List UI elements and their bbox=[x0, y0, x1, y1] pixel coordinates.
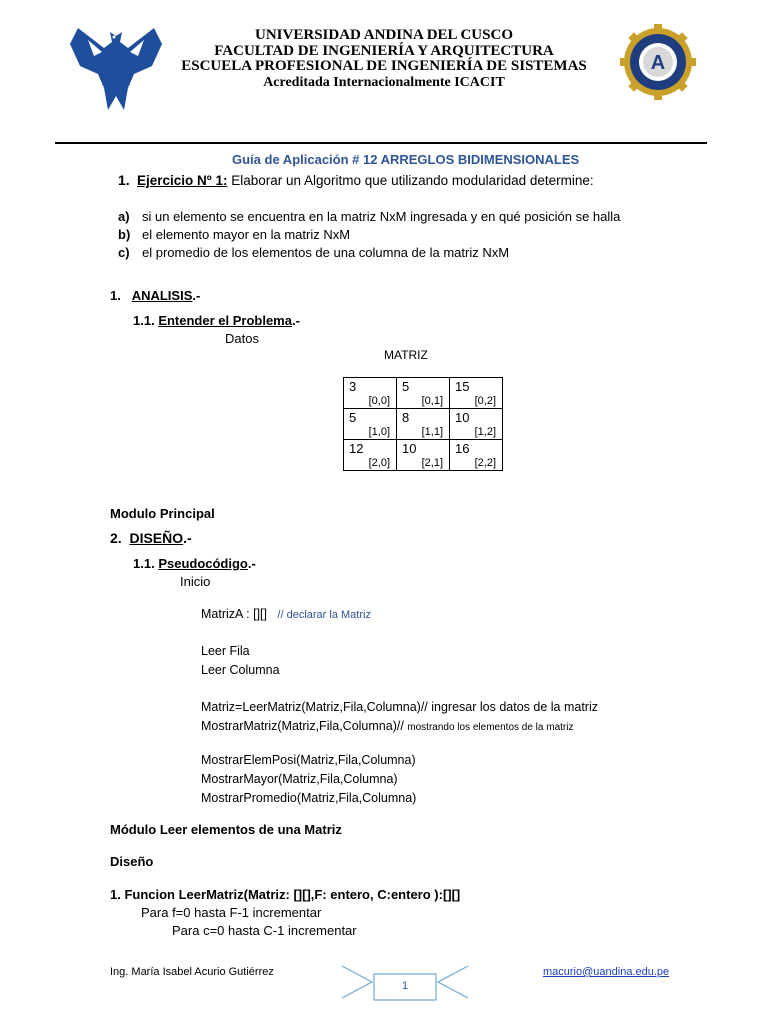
understand-number: 1.1. bbox=[133, 313, 155, 328]
item-c-text: el promedio de los elementos de una columna de la matriz NxM bbox=[142, 245, 510, 260]
cell-index: [1,2] bbox=[474, 426, 496, 438]
cell-index: [2,2] bbox=[474, 457, 496, 469]
diseno-heading: Diseño bbox=[110, 854, 154, 869]
funcion-signature: 1. Funcion LeerMatriz(Matriz: [][],F: entero, C:entero ):[][] bbox=[110, 887, 461, 902]
cell-value: 15 bbox=[455, 379, 470, 394]
accreditation: Acreditada Internacionalmente ICACIT bbox=[263, 75, 505, 90]
cell-value: 10 bbox=[402, 441, 417, 456]
item-b-letter: b) bbox=[118, 227, 131, 242]
item-a-letter: a) bbox=[118, 209, 130, 224]
design-suffix: .- bbox=[183, 530, 192, 546]
cell-index: [0,1] bbox=[421, 395, 443, 407]
code-matriz-decl: MatrizA : [][] bbox=[201, 607, 267, 621]
pseudo-heading bbox=[133, 556, 256, 572]
code-mostrar-promedio: MostrarPromedio(Matriz,Fila,Columna) bbox=[201, 791, 417, 805]
code-matriz-decl-line bbox=[201, 606, 371, 623]
code-mostrar-matriz-comment: mostrando los elementos de la matriz bbox=[407, 722, 574, 733]
code-mostrar-matriz: MostrarMatriz(Matriz,Fila,Columna)// bbox=[201, 719, 408, 733]
exercise-text: Elaborar un Algoritmo que utilizando modularidad determine: bbox=[227, 173, 594, 188]
para-c-loop: Para c=0 hasta C-1 incrementar bbox=[172, 923, 357, 938]
item-a-text: si un elemento se encuentra en la matriz NxM ingresada y en qué posición se halla bbox=[142, 209, 621, 224]
matrix-cell bbox=[450, 378, 503, 409]
footer-author: Ing. María Isabel Acurio Gutiérrez bbox=[110, 966, 274, 978]
matrix-cell bbox=[344, 409, 397, 440]
para-f-loop: Para f=0 hasta F-1 incrementar bbox=[141, 905, 322, 920]
code-inicio: Inicio bbox=[180, 574, 211, 589]
analysis-title: ANALISIS bbox=[131, 288, 193, 303]
engineering-gear-logo bbox=[620, 24, 696, 100]
modulo-principal-heading: Modulo Principal bbox=[110, 506, 215, 521]
cell-value: 12 bbox=[349, 441, 364, 456]
exercise-label: Ejercicio Nº 1: bbox=[137, 173, 228, 188]
understand-heading bbox=[133, 313, 300, 329]
matrix-cell bbox=[397, 409, 450, 440]
pseudo-title: Pseudocódigo bbox=[158, 556, 248, 571]
cell-value: 8 bbox=[402, 410, 410, 425]
code-mostrar-elem: MostrarElemPosi(Matriz,Fila,Columna) bbox=[201, 753, 416, 767]
cell-index: [0,0] bbox=[368, 395, 390, 407]
cell-value: 10 bbox=[455, 410, 470, 425]
pseudo-suffix: .- bbox=[247, 556, 256, 571]
analysis-number: 1. bbox=[110, 288, 121, 303]
cell-index: [2,0] bbox=[368, 457, 390, 469]
cell-index: [1,0] bbox=[368, 426, 390, 438]
design-heading bbox=[110, 530, 192, 546]
matrix-row bbox=[344, 409, 503, 440]
analysis-heading bbox=[110, 288, 200, 304]
matrix-cell bbox=[450, 409, 503, 440]
faculty-name: FACULTAD DE INGENIERÍA Y ARQUITECTURA bbox=[214, 43, 554, 59]
school-name: ESCUELA PROFESIONAL DE INGENIERÍA DE SISTEMAS bbox=[181, 58, 587, 74]
matrix-cell bbox=[397, 378, 450, 409]
exercise-statement bbox=[137, 173, 594, 189]
design-title: DISEÑO bbox=[129, 530, 184, 546]
modulo-leer-heading: Módulo Leer elementos de una Matriz bbox=[110, 822, 342, 837]
code-mostrar-matriz-line bbox=[201, 718, 573, 736]
understand-suffix: .- bbox=[291, 313, 300, 328]
cell-index: [2,1] bbox=[421, 457, 443, 469]
code-mostrar-mayor: MostrarMayor(Matriz,Fila,Columna) bbox=[201, 772, 398, 786]
datos-label: Datos bbox=[225, 331, 259, 346]
exercise-number: 1. bbox=[118, 172, 130, 188]
matrix-cell bbox=[450, 440, 503, 471]
cell-index: [0,2] bbox=[474, 395, 496, 407]
cell-index: [1,1] bbox=[421, 426, 443, 438]
cell-value: 3 bbox=[349, 379, 357, 394]
analysis-suffix: .- bbox=[192, 288, 201, 303]
cell-value: 5 bbox=[402, 379, 410, 394]
item-c-letter: c) bbox=[118, 245, 130, 260]
understand-title: Entender el Problema bbox=[158, 313, 292, 328]
matrix-cell bbox=[344, 378, 397, 409]
page-number: 1 bbox=[401, 980, 409, 992]
code-matriz-comment: // declarar la Matriz bbox=[277, 609, 371, 621]
header-divider bbox=[55, 142, 707, 144]
matrix-table bbox=[343, 377, 503, 471]
matrix-row bbox=[344, 378, 503, 409]
university-name: UNIVERSIDAD ANDINA DEL CUSCO bbox=[255, 27, 513, 43]
logo-letter: A bbox=[650, 52, 666, 74]
footer-email-link[interactable]: macurio@uandina.edu.pe bbox=[543, 966, 670, 978]
cell-value: 16 bbox=[455, 441, 470, 456]
item-b-text: el elemento mayor en la matriz NxM bbox=[142, 227, 351, 242]
matrix-cell bbox=[397, 440, 450, 471]
matrix-row bbox=[344, 440, 503, 471]
pseudo-number: 1.1. bbox=[133, 556, 155, 571]
guide-title: Guía de Aplicación # 12 ARREGLOS BIDIMENSIONALES bbox=[232, 152, 580, 167]
code-leer-columna: Leer Columna bbox=[201, 663, 280, 677]
matrix-label: MATRIZ bbox=[384, 348, 428, 362]
matrix-cell bbox=[344, 440, 397, 471]
code-leer-matriz: Matriz=LeerMatriz(Matriz,Fila,Columna)// ingresar los datos de la matriz bbox=[201, 700, 598, 714]
design-number: 2. bbox=[110, 530, 122, 546]
cell-value: 5 bbox=[349, 410, 357, 425]
code-leer-fila: Leer Fila bbox=[201, 644, 250, 658]
